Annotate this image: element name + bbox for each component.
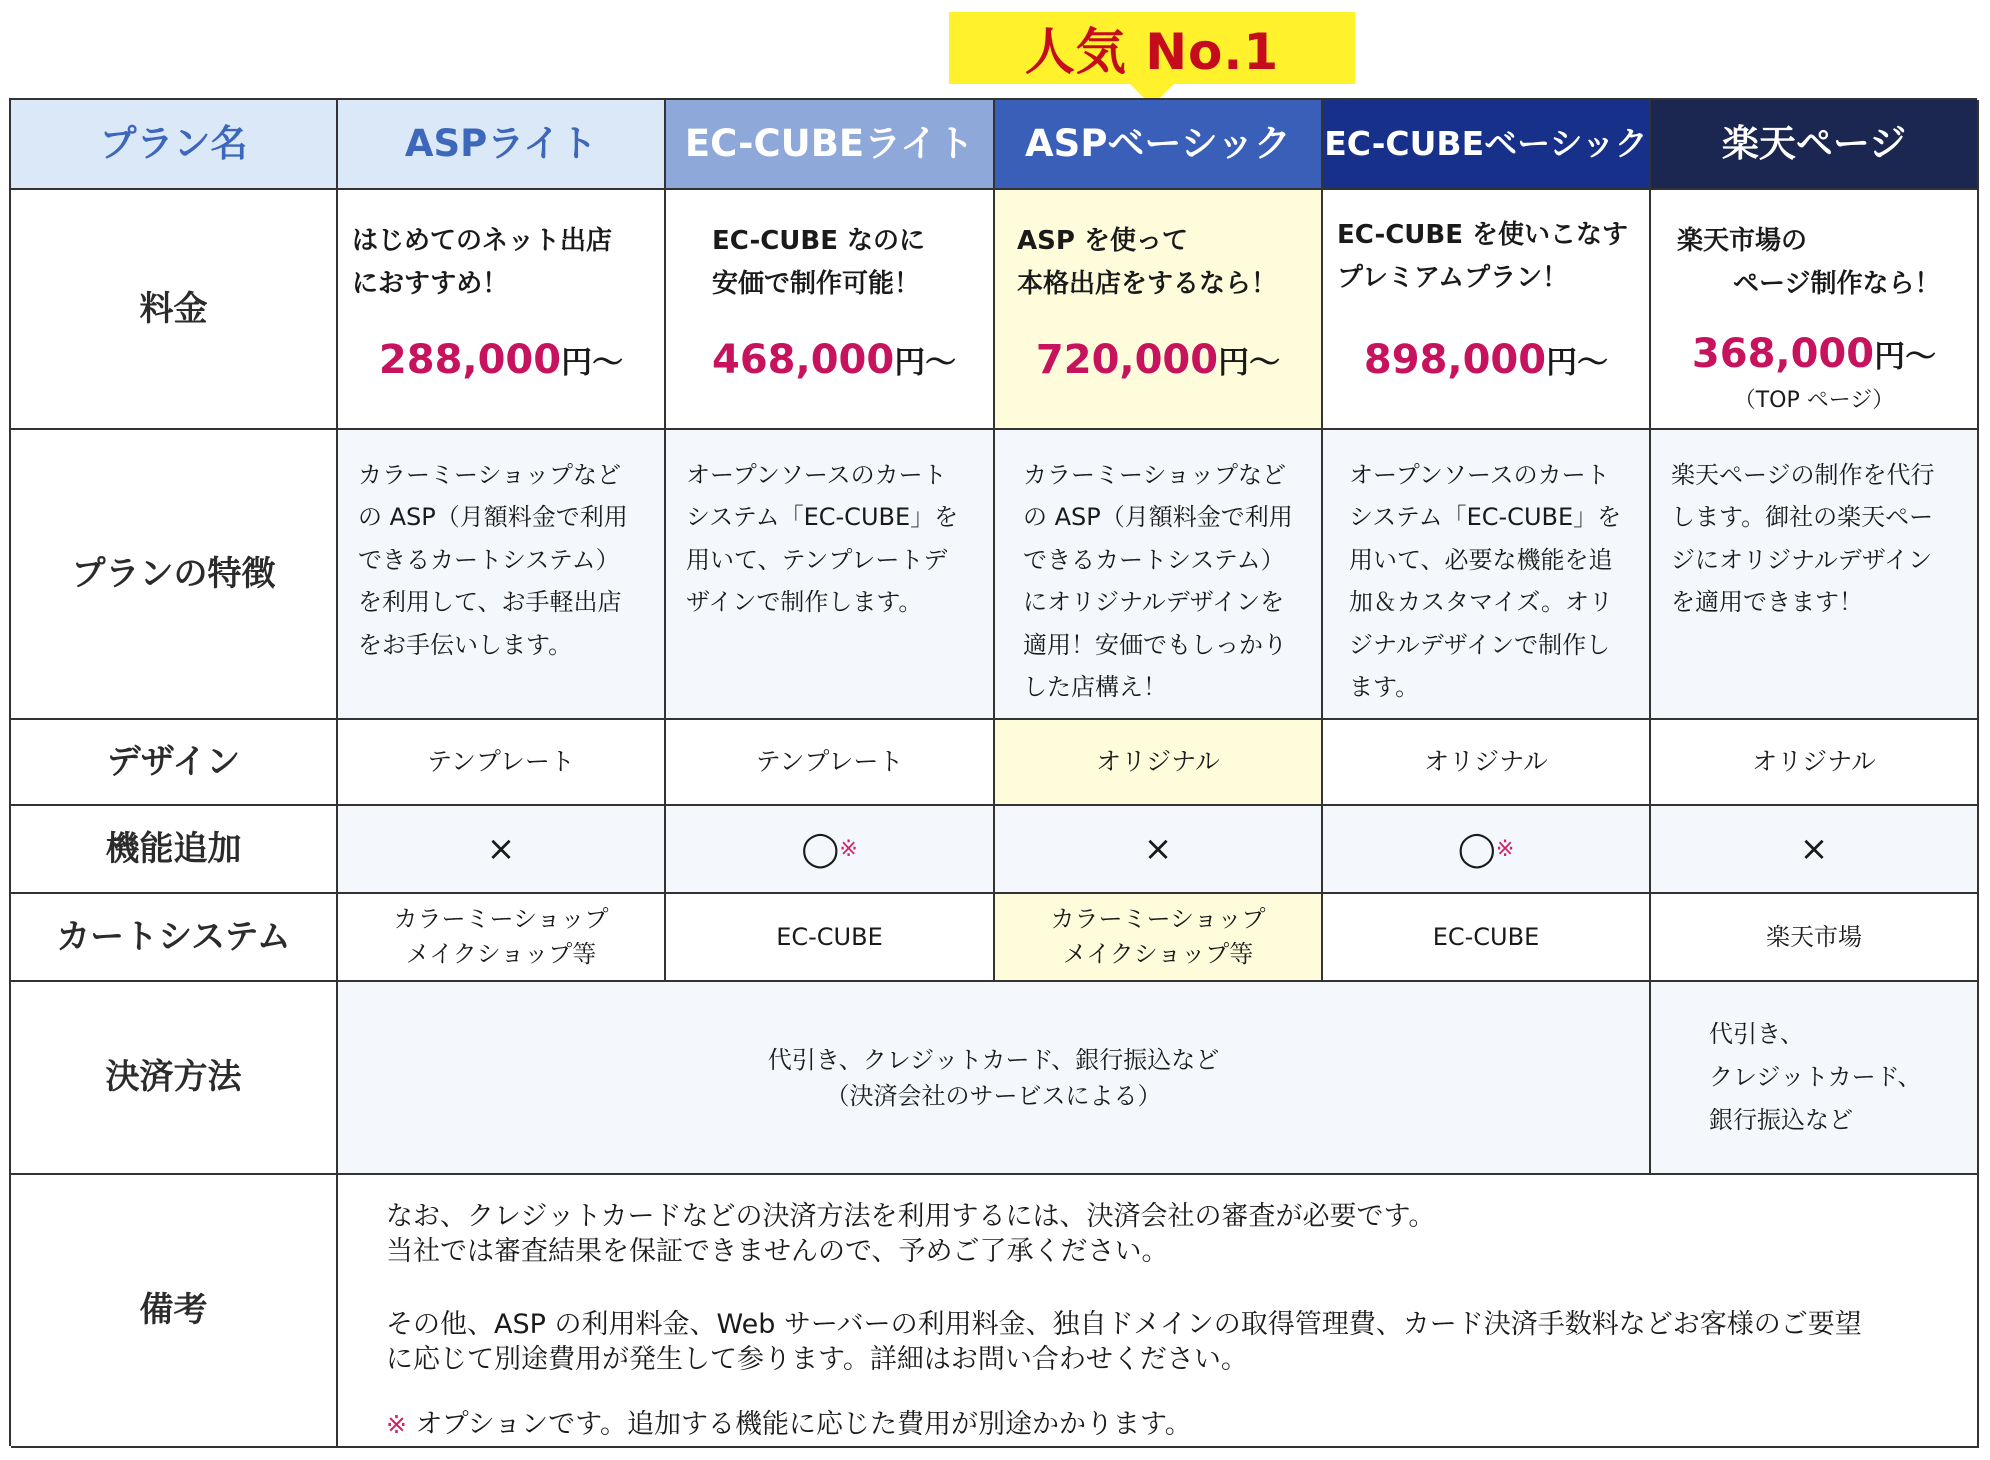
feature-cell-rakuten-page [1651, 430, 1979, 720]
option-note-mark: ※ [1495, 836, 1515, 862]
price-unit: 円〜 [1874, 338, 1937, 375]
feature-line: オープンソースのカート [686, 461, 947, 489]
header-plan-label: プラン名 [11, 100, 338, 190]
cart-line: カラーミーショップ [393, 905, 609, 934]
row-label-features: プランの特徴 [11, 430, 338, 720]
design-cell-eccube-basic: オリジナル [1323, 720, 1651, 806]
header-eccube-lite: EC-CUBEライト [666, 100, 995, 190]
price-cell-eccube-basic [1323, 190, 1651, 430]
feature-cell-eccube-basic [1323, 430, 1651, 720]
price-cell-eccube-lite [666, 190, 995, 430]
feature-line: 用いて、必要な機能を追 [1349, 545, 1613, 574]
row-label-cart: カートシステム [11, 894, 338, 982]
row-label-remarks: 備考 [11, 1175, 338, 1448]
design-cell-asp-basic: オリジナル [995, 720, 1323, 806]
cart-line: EC-CUBE [1432, 922, 1540, 951]
remarks-line: 当社では審査結果を保証できませんので、予めご了承ください。 [386, 1236, 1169, 1268]
payment-line: 銀行振込など [1709, 1106, 1853, 1135]
price-cell-asp-basic [995, 190, 1323, 430]
addon-cell-asp-lite [338, 806, 666, 894]
popular-badge-label: 人気 No.1 [1024, 23, 1280, 81]
price-unit: 円〜 [1218, 344, 1281, 381]
remarks-line: なお、クレジットカードなどの決済方法を利用するには、決済会社の審査が必要です。 [386, 1201, 1436, 1232]
price-tagline: におすすめ！ [352, 268, 509, 299]
popular-badge [949, 12, 1355, 84]
price-tagline: 安価で制作可能！ [712, 268, 921, 299]
payment-cell-shared [338, 982, 1651, 1175]
option-note-mark: ※ [839, 836, 858, 862]
price-row [352, 330, 664, 390]
row-label-payment: 決済方法 [11, 982, 338, 1175]
feature-line: の ASP（月額料金で利用 [1023, 503, 1293, 532]
design-cell-rakuten-page: オリジナル [1651, 720, 1979, 806]
cross-mark-icon: × [486, 828, 516, 869]
header-rakuten-page: 楽天ページ [1651, 100, 1979, 190]
row-label-design: デザイン [11, 720, 338, 806]
plan-comparison-table [9, 98, 1977, 1446]
price-unit: 円〜 [561, 344, 624, 381]
circle-mark-icon: ◯ [1457, 828, 1496, 869]
cross-mark-icon: × [1143, 828, 1173, 869]
cross-mark-icon: × [1799, 828, 1829, 869]
feature-line: 加＆カスタマイズ。オリ [1349, 588, 1613, 617]
remarks-cell [338, 1175, 1979, 1448]
payment-cell-rakuten [1651, 982, 1979, 1175]
feature-line: 用いて、テンプレートデ [686, 545, 948, 574]
feature-line: ます。 [1349, 673, 1420, 702]
row-label-addon: 機能追加 [11, 806, 338, 894]
feature-cell-eccube-lite [666, 430, 995, 720]
cart-cell-asp-basic [995, 894, 1323, 982]
feature-line: カラーミーショップなど [358, 461, 622, 489]
feature-line: を適用できます！ [1671, 588, 1863, 617]
price-tagline: ASP を使って [1017, 226, 1188, 256]
price-value: 288,000 [378, 336, 562, 383]
cart-line: カラーミーショップ [1050, 905, 1266, 934]
addon-cell-eccube-lite [666, 806, 995, 894]
cart-cell-rakuten-page [1651, 894, 1979, 982]
price-tagline: EC-CUBE を使いこなす [1337, 220, 1629, 250]
row-label-price: 料金 [11, 190, 338, 430]
price-tagline: プレミアムプラン！ [1337, 262, 1569, 293]
header-asp-lite: ASPライト [338, 100, 666, 190]
cart-line: メイクショップ等 [405, 940, 597, 968]
feature-line: ジナルデザインで制作し [1349, 630, 1611, 659]
circle-mark-icon: ◯ [801, 828, 840, 869]
cart-line: メイクショップ等 [1062, 940, 1254, 968]
price-tagline: ページ制作なら！ [1733, 268, 1941, 299]
price-value: 368,000 [1691, 330, 1875, 377]
feature-line: システム「EC-CUBE」を [686, 503, 959, 532]
feature-cell-asp-lite [338, 430, 666, 720]
cart-cell-asp-lite [338, 894, 666, 982]
price-note: （TOP ページ） [1733, 387, 1895, 413]
header-eccube-basic: EC-CUBEベーシック [1323, 100, 1651, 190]
price-unit: 円〜 [1546, 344, 1609, 381]
feature-line: オープンソースのカート [1349, 461, 1610, 489]
payment-line: （決済会社のサービスによる） [825, 1081, 1162, 1110]
feature-line: できるカートシステム） [1023, 545, 1285, 574]
cart-line: EC-CUBE [776, 922, 883, 951]
feature-line: 楽天ページの制作を代行 [1671, 461, 1935, 489]
price-cell-rakuten-page [1651, 190, 1979, 430]
option-note-mark: ※ [386, 1410, 407, 1440]
design-cell-asp-lite: テンプレート [338, 720, 666, 806]
cart-line: 楽天市場 [1766, 922, 1862, 951]
price-tagline: はじめてのネット出店 [352, 226, 613, 256]
feature-line: をお手伝いします。 [358, 630, 573, 659]
header-asp-basic: ASPベーシック [995, 100, 1323, 190]
price-row [1017, 330, 1321, 390]
payment-line: 代引き、クレジットカード、銀行振込など [767, 1045, 1220, 1074]
feature-line: します。御社の楽天ペー [1671, 503, 1934, 532]
feature-line: した店構え！ [1023, 673, 1167, 702]
feature-line: の ASP（月額料金で利用 [358, 503, 628, 532]
feature-line: カラーミーショップなど [1023, 461, 1287, 489]
price-value: 898,000 [1363, 336, 1547, 383]
price-tagline: EC-CUBE なのに [712, 226, 926, 256]
price-tagline: 本格出店をするなら！ [1017, 268, 1278, 299]
addon-cell-rakuten-page [1651, 806, 1979, 894]
cart-cell-eccube-basic [1323, 894, 1651, 982]
feature-line: にオリジナルデザインを [1023, 588, 1285, 617]
feature-line: ザインで制作します。 [686, 588, 923, 617]
price-row [712, 330, 993, 390]
option-note-text: オプションです。追加する機能に応じた費用が別途かかります。 [406, 1409, 1192, 1441]
cart-cell-eccube-lite [666, 894, 995, 982]
remarks-line: その他、ASP の利用料金、Web サーバーの利用料金、独自ドメインの取得管理費、カード決済手数料などお客様のご要望 [386, 1309, 1862, 1341]
payment-line: クレジットカード、 [1709, 1062, 1922, 1091]
remarks-option-note [386, 1407, 1192, 1442]
price-value: 720,000 [1035, 336, 1219, 383]
feature-line: を利用して、お手軽出店 [358, 588, 622, 617]
price-value: 468,000 [712, 336, 895, 383]
feature-line: できるカートシステム） [358, 545, 620, 574]
price-unit: 円〜 [894, 344, 957, 381]
feature-line: 適用！安価でもしっかり [1023, 630, 1287, 659]
feature-line: システム「EC-CUBE」を [1349, 503, 1622, 532]
price-row [1677, 324, 1977, 384]
price-row [1337, 330, 1649, 390]
design-cell-eccube-lite: テンプレート [666, 720, 995, 806]
payment-line: 代引き、 [1709, 1019, 1805, 1048]
addon-cell-eccube-basic [1323, 806, 1651, 894]
price-cell-asp-lite [338, 190, 666, 430]
price-tagline: 楽天市場の [1677, 226, 1808, 256]
remarks-line: に応じて別途費用が発生して参ります。詳細はお問い合わせください。 [386, 1344, 1248, 1376]
addon-cell-asp-basic [995, 806, 1323, 894]
feature-line: ジにオリジナルデザイン [1671, 545, 1933, 574]
feature-cell-asp-basic [995, 430, 1323, 720]
